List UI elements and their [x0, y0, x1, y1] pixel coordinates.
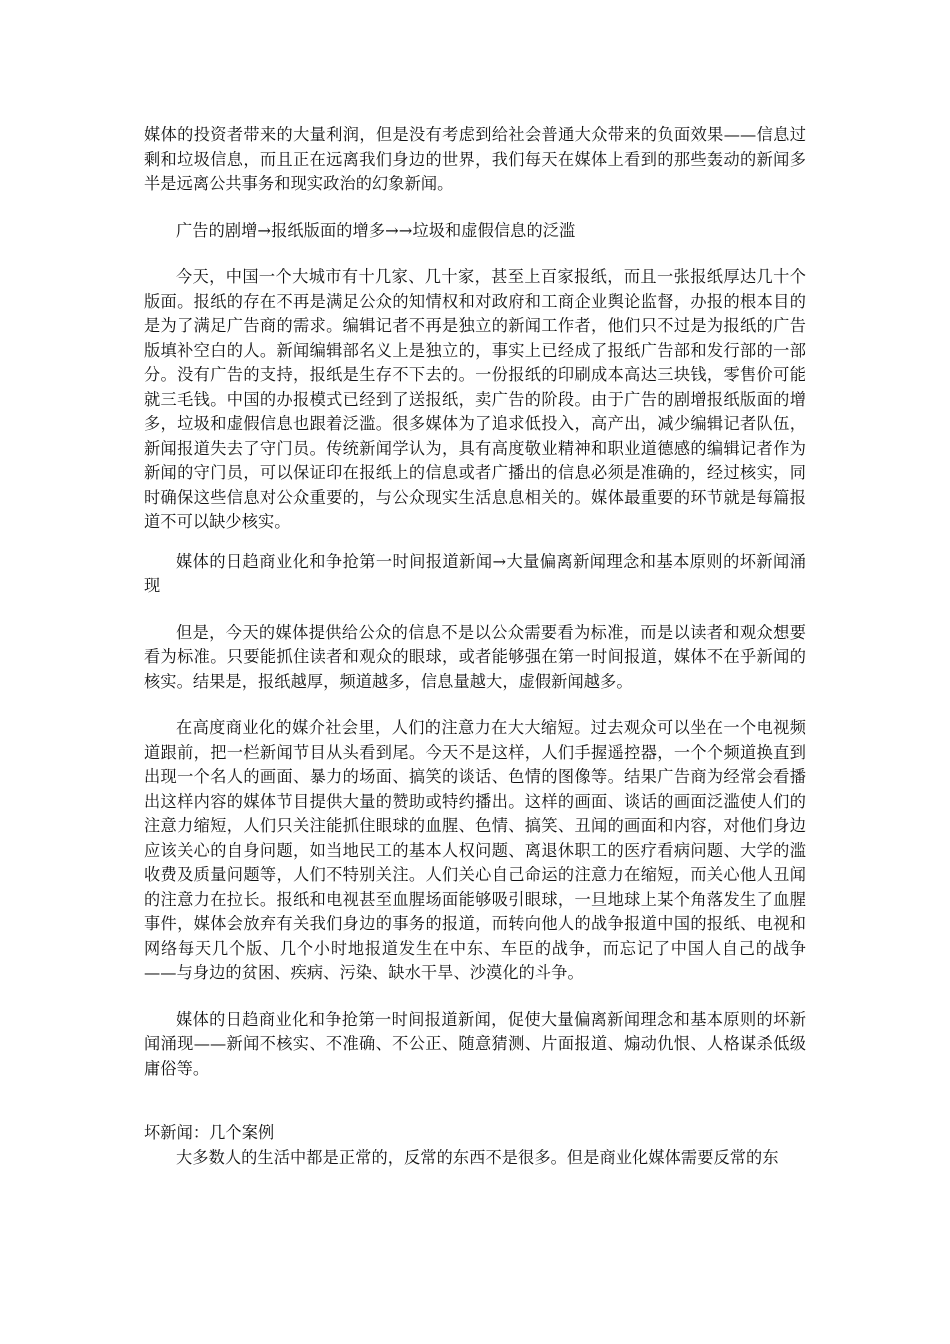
heading-bad-news-cases: 坏新闻：几个案例: [144, 1123, 275, 1142]
paragraph-newspapers: 今天，中国一个大城市有十几家、几十家，甚至上百家报纸，而且一张报纸厚达几十个版面。报纸的存在不再是满足公众的知情权和对政府和工商企业舆论监督，办报的根本目的是为了满足广告商的需求。编辑记者不再是独立的新闻工作者，他们只不过是为报纸的广告版填补空白的人。新闻编辑部名义上是独立的，事实上已经成了报纸广告部和发行部的一部分。没有广告的支持，报纸是生存不下去的。一份报纸的印刷成本高达三块钱，零售价可能就三毛钱。中国的办报模式已经到了送报纸，卖广告的阶段。由于广告的剧增报纸版面的增多，垃圾和虚假信息也跟着泛滥。很多媒体为了追求低投入，高产出，减少编辑记者队伍，新闻报道失去了守门员。传统新闻学认为，具有高度敬业精神和职业道德感的编辑记者作为新闻的守门员，可以保证印在报纸上的信息或者广播出的信息必须是准确的，经过核实，同时确保这些信息对公众重要的，与公众现实生活息息相关的。媒体最重要的环节就是每篇报道不可以缺少核实。: [144, 267, 806, 531]
paragraph-cases-start: 大多数人的生活中都是正常的，反常的东西不是很多。但是商业化媒体需要反常的东: [176, 1147, 779, 1167]
heading-commercialization: 媒体的日趋商业化和争抢第一时间报道新闻→大量偏离新闻理念和基本原则的坏新闻涌现: [144, 551, 806, 595]
paragraph-bad-news-summary: 媒体的日趋商业化和争抢第一时间报道新闻，促使大量偏离新闻理念和基本原则的坏新闻涌现——新闻不核实、不准确、不公正、随意猜测、片面报道、煽动仇恨、人格谋杀低级庸俗等。: [144, 1009, 806, 1078]
paragraph-public-information: 但是，今天的媒体提供给公众的信息不是以公众需要看为标准，而是以读者和观众想要看为标准。只要能抓住读者和观众的眼球，或者能够强在第一时间报道，媒体不在乎新闻的核实。结果是，报纸越厚，频道越多，信息量越大，虚假新闻越多。: [144, 622, 806, 691]
paragraph-intro: 媒体的投资者带来的大量利润，但是没有考虑到给社会普通大众带来的负面效果——信息过剩和垃圾信息，而且正在远离我们身边的世界，我们每天在媒体上看到的那些轰动的新闻多半是远离公共事务和现实政治的幻象新闻。: [144, 125, 806, 193]
heading-ad-growth: 广告的剧增→报纸版面的增多→→垃圾和虚假信息的泛滥: [176, 220, 576, 240]
document-body: [144, 123, 806, 1170]
paragraph-attention-span: 在高度商业化的媒介社会里，人们的注意力在大大缩短。过去观众可以坐在一个电视频道跟前，把一栏新闻节目从头看到尾。今天不是这样，人们手握遥控器，一个个频道换直到出现一个名人的画面、暴力的场面、搞笑的谈话、色情的图像等。结果广告商为经常会看播出这样内容的媒体节目提供大量的赞助或特约播出。这样的画面、谈话的画面泛滥使人们的注意力缩短，人们只关注能抓住眼球的血腥、色情、搞笑、丑闻的画面和内容，对他们身边应该关心的自身问题，如当地民工的基本人权问题、离退休职工的医疗看病问题、大学的滥收费及质量问题等，人们不特别关注。人们关心自己命运的注意力在缩短，而关心他人丑闻的注意力在拉长。报纸和电视甚至血腥场面能够吸引眼球，一旦地球上某个角落发生了血腥事件，媒体会放弃有关我们身边的事务的报道，而转向他人的战争报道中国的报纸、电视和网络每天几个版、几个小时地报道发生在中东、车臣的战争，而忘记了中国人自己的战争——与身边的贫困、疾病、污染、缺水干旱、沙漠化的斗争。: [144, 718, 806, 982]
